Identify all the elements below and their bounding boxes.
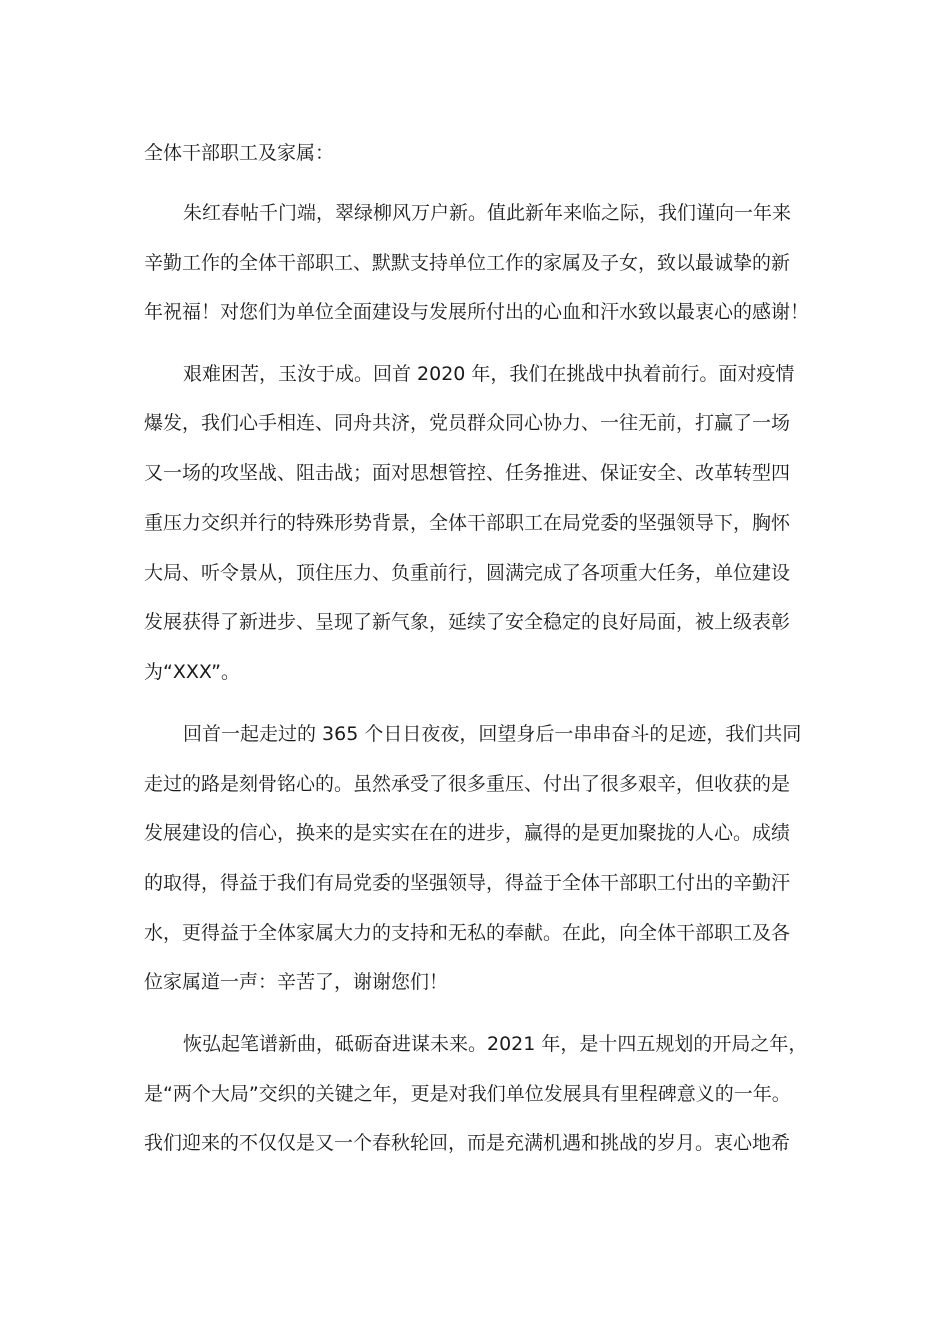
paragraph-line: 水，更得益于全体家属大力的支持和无私的奉献。在此，向全体干部职工及各	[144, 922, 791, 944]
paragraph-line: 又一场的攻坚战、阻击战；面对思想管控、任务推进、保证安全、改革转型四	[144, 462, 791, 484]
paragraph-line: 重压力交织并行的特殊形势背景，全体干部职工在局党委的坚强领导下，胸怀	[144, 512, 791, 534]
paragraph-line: 位家属道一声：辛苦了，谢谢您们！	[144, 971, 449, 993]
paragraph-line: 回首一起走过的 365 个日日夜夜，回望身后一串串奋斗的足迹，我们共同	[183, 723, 802, 745]
paragraph-line: 走过的路是刻骨铭心的。虽然承受了很多重压、付出了很多艰辛，但收获的是	[144, 773, 791, 795]
paragraph-line: 爆发，我们心手相连、同舟共济，党员群众同心协力、一往无前，打赢了一场	[144, 412, 791, 434]
paragraph-line: 我们迎来的不仅仅是又一个春秋轮回，而是充满机遇和挑战的岁月。衷心地希	[144, 1132, 791, 1154]
salutation: 全体干部职工及家属：	[144, 142, 335, 164]
paragraph-line: 发展获得了新进步、呈现了新气象，延续了安全稳定的良好局面，被上级表彰	[144, 611, 791, 633]
paragraph-line: 辛勤工作的全体干部职工、默默支持单位工作的家属及子女，致以最诚挚的新	[144, 252, 791, 274]
paragraph-line: 大局、听令景从，顶住压力、负重前行，圆满完成了各项重大任务，单位建设	[144, 562, 791, 584]
paragraph-line: 恢弘起笔谱新曲，砥砺奋进谋未来。2021 年，是十四五规划的开局之年，	[183, 1033, 808, 1055]
paragraph-line: 发展建设的信心，换来的是实实在在的进步，赢得的是更加聚拢的人心。成绩	[144, 822, 791, 844]
paragraph-line: 的取得，得益于我们有局党委的坚强领导，得益于全体干部职工付出的辛勤汗	[144, 872, 791, 894]
paragraph-line: 朱红春帖千门端，翠绿柳风万户新。值此新年来临之际，我们谨向一年来	[183, 202, 792, 224]
paragraph-line: 艰难困苦，玉汝于成。回首 2020 年，我们在挑战中执着前行。面对疫情	[183, 363, 795, 385]
paragraph-line: 是“两个大局”交织的关键之年，更是对我们单位发展具有里程碑意义的一年。	[144, 1083, 791, 1105]
paragraph-line: 年祝福！对您们为单位全面建设与发展所付出的心血和汗水致以最衷心的感谢！	[144, 301, 810, 323]
paragraph-line: 为“XXX”。	[144, 661, 240, 683]
